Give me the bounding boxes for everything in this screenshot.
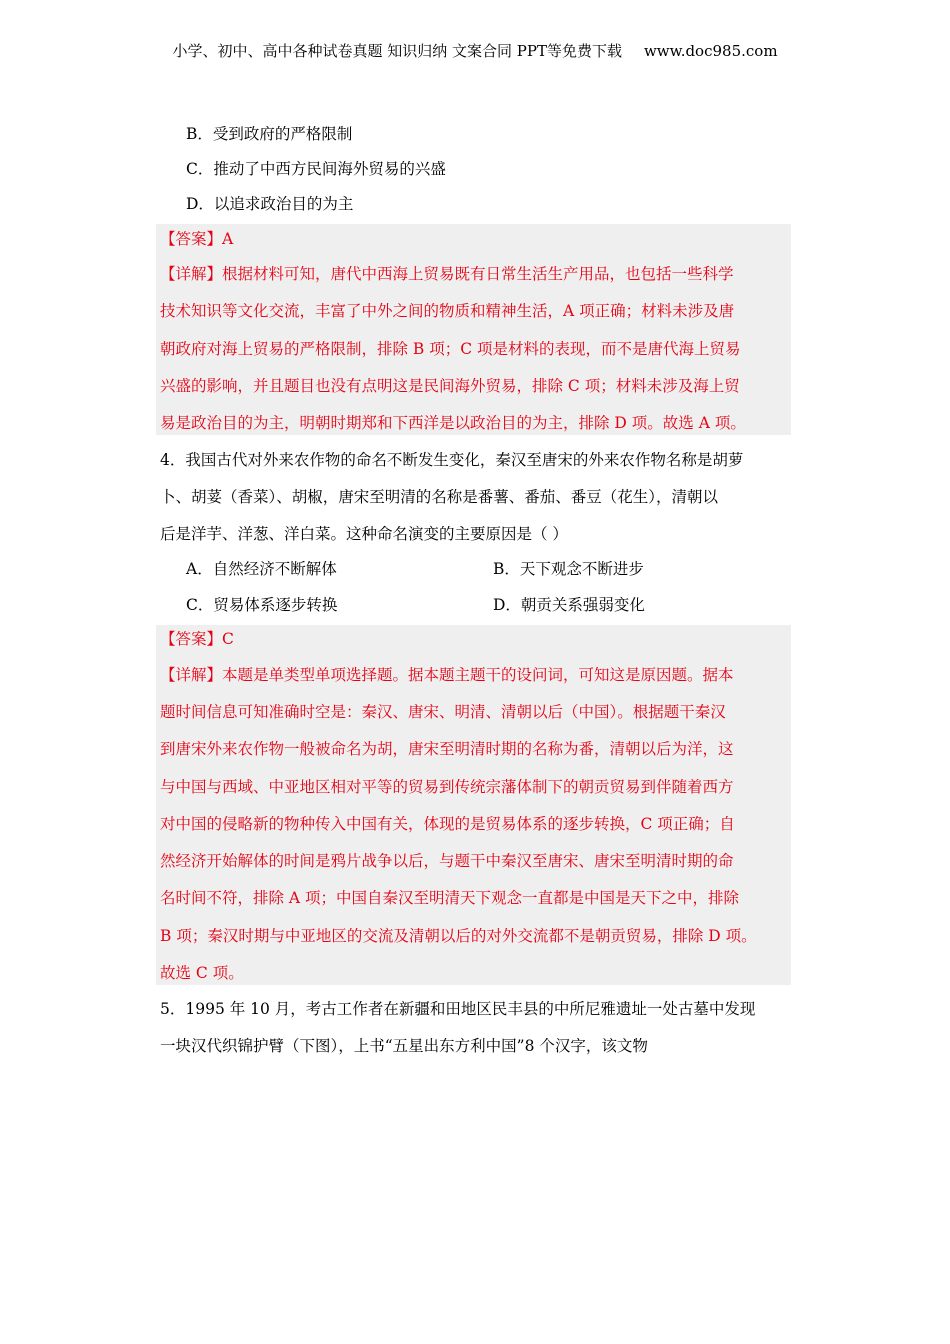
q4-option-b: B．天下观念不断进步 [493,560,644,578]
q4-option-d: D．朝贡关系强弱变化 [493,596,645,614]
header-text: 小学、初中、高中各种试卷真题 知识归纳 文案合同 PPT等免费下载 [172,42,622,60]
q4-stem-line: 卜、胡荽（香菜）、胡椒，唐宋至明清的名称是番薯、番茄、番豆（花生），清朝以 [160,488,719,506]
q4-explanation-line: B 项；秦汉时期与中亚地区的交流及清朝以后的对外交流都不是朝贡贸易，排除 D 项。 [160,927,757,945]
q3-explanation-line: 兴盛的影响，并且题目也没有点明这是民间海外贸易，排除 C 项；材料未涉及海上贸 [160,377,740,395]
q3-explanation-line: 易是政治目的为主，明朝时期郑和下西洋是以政治目的为主，排除 D 项。故选 A 项。 [160,414,746,432]
q4-explanation-line: 故选 C 项。 [160,964,244,982]
q4-option-c: C．贸易体系逐步转换 [186,596,338,614]
q4-explanation-line: 题时间信息可知准确时空是：秦汉、唐宋、明清、清朝以后（中国）。根据题干秦汉 [160,703,726,721]
q4-explanation-line: 然经济开始解体的时间是鸦片战争以后，与题干中秦汉至唐宋、唐宋至明清时期的命 [160,852,734,870]
q4-explanation-line: 对中国的侵略新的物种传入中国有关，体现的是贸易体系的逐步转换，C 项正确；自 [160,815,735,833]
q3-explanation-line: 【详解】根据材料可知，唐代中西海上贸易既有日常生活生产用品，也包括一些科学 [160,265,734,283]
q4-explanation-line: 与中国与西域、中亚地区相对平等的贸易到传统宗藩体制下的朝贡贸易到伴随着西方 [160,778,734,796]
q4-option-a: A．自然经济不断解体 [186,560,337,578]
q3-option-d: D．以追求政治目的为主 [186,195,354,213]
q4-explanation-line: 到唐宋外来农作物一般被命名为胡，唐宋至明清时期的名称为番，清朝以后为洋，这 [160,740,734,758]
page-header [0,40,950,62]
q3-option-c: C．推动了中西方民间海外贸易的兴盛 [186,160,446,178]
q5-stem-line: 一块汉代织锦护臂（下图），上书“五星出东方利中国”8 个汉字，该文物 [160,1037,648,1055]
q3-explanation-line: 技术知识等文化交流，丰富了中外之间的物质和精神生活，A 项正确；材料未涉及唐 [160,302,735,320]
q4-explanation-line: 名时间不符，排除 A 项；中国自秦汉至明清天下观念一直都是中国是天下之中，排除 [160,889,740,907]
q3-answer-block [156,224,791,435]
q4-explanation-line: 【详解】本题是单类型单项选择题。据本题主题干的设问词，可知这是原因题。据本 [160,666,734,684]
header-site: www.doc985.com [643,42,778,60]
q3-answer: 【答案】A [160,230,234,248]
q4-stem-line: 后是洋芋、洋葱、洋白菜。这种命名演变的主要原因是（ ） [160,525,568,543]
q4-stem-line: 4．我国古代对外来农作物的命名不断发生变化，秦汉至唐宋的外来农作物名称是胡萝 [160,451,744,469]
q5-stem-line: 5．1995 年 10 月，考古工作者在新疆和田地区民丰县的中所尼雅遗址一处古墓中发现 [160,1000,756,1018]
q3-explanation-line: 朝政府对海上贸易的严格限制，排除 B 项；C 项是材料的表现，而不是唐代海上贸易 [160,340,741,358]
q3-option-b: B．受到政府的严格限制 [186,125,353,143]
q4-answer: 【答案】C [160,630,234,648]
